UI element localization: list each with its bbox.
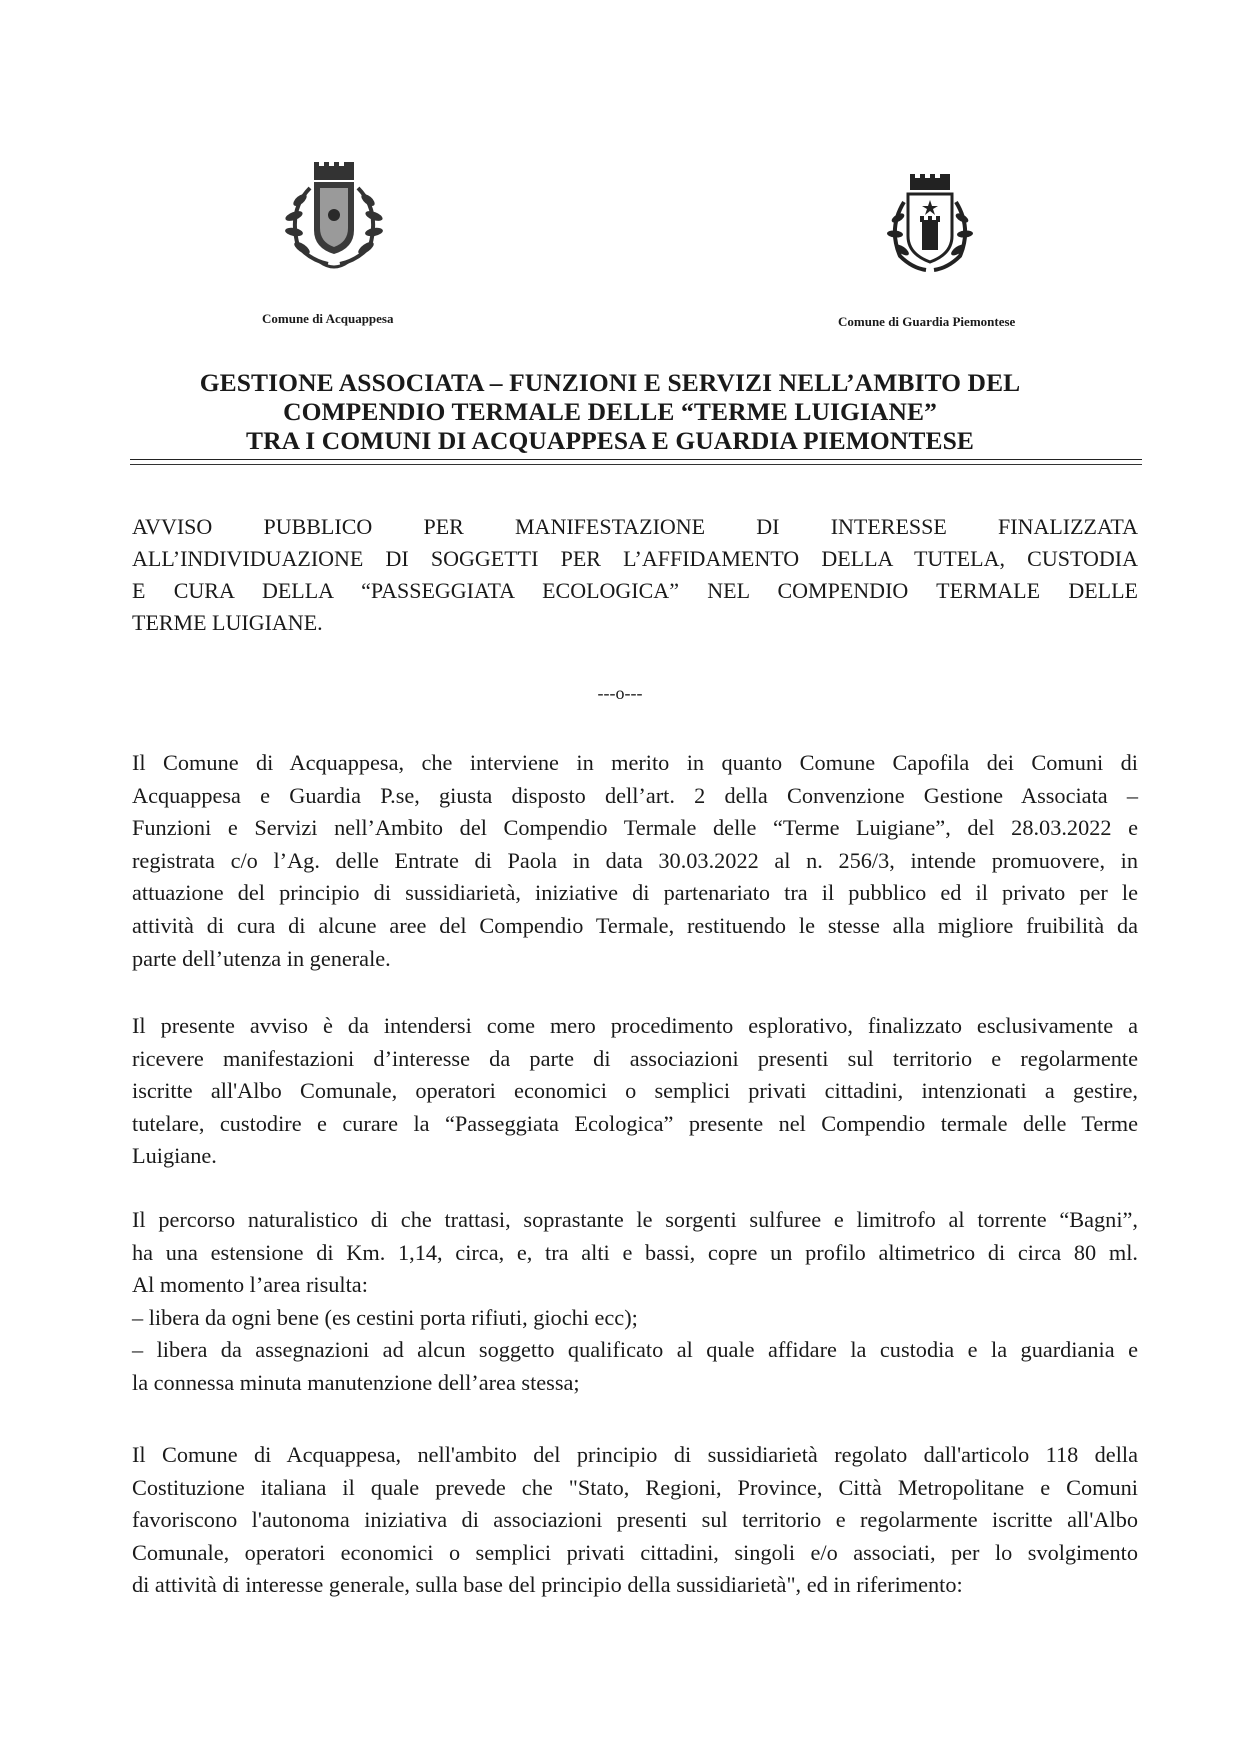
paragraph-line: Costituzione italiana il quale prevede che "Stato, Regioni, Province, Città Metropolitane e Comuni	[132, 1474, 1138, 1500]
paragraph-line: Il percorso naturalistico di che trattasi, soprastante le sorgenti sulfuree e limitrofo al torrente “Bagni”,	[132, 1207, 1138, 1232]
acquappesa-coat-of-arms	[270, 160, 400, 280]
document-title	[130, 368, 1090, 455]
avviso-heading	[132, 511, 1138, 639]
paragraph-percorso	[132, 1204, 1138, 1400]
title-line: COMPENDIO TERMALE DELLE “TERME LUIGIANE”	[283, 397, 937, 426]
guardia-piemontese-coat-of-arms	[880, 172, 980, 282]
paragraph-line: attività di cura di alcune aree del Compendio Termale, restituendo le stesse alla migliore fruibilità da	[132, 912, 1138, 938]
paragraph-line: ricevere manifestazioni d’interesse da parte di associazioni presenti sul territorio e regolarmente	[132, 1045, 1138, 1071]
paragraph-line: attuazione del principio di sussidiarietà, iniziative di partenariato tra il pubblico ed il privato per le	[132, 880, 1138, 906]
paragraph-line: Il Comune di Acquappesa, che interviene in merito in quanto Comune Capofila dei Comuni di	[132, 750, 1138, 775]
paragraph-intro	[132, 747, 1138, 975]
paragraph-line: favoriscono l'autonoma iniziativa di associazioni presenti sul territorio e regolarmente iscritte all'Albo	[132, 1507, 1138, 1533]
paragraph-line: Funzioni e Servizi nell’Ambito del Compendio Termale delle “Terme Luigiane”, del 28.03.2022 e	[132, 815, 1138, 841]
title-underline-double	[130, 464, 1142, 465]
paragraph-line: registrata c/o l’Ag. delle Entrate di Paola in data 30.03.2022 al n. 256/3, intende promuovere, in	[132, 847, 1138, 873]
paragraph-line: Luigiane.	[132, 1143, 217, 1169]
paragraph-line: Il Comune di Acquappesa, nell'ambito del principio di sussidiarietà regolato dall'articolo 118 della	[132, 1442, 1138, 1467]
paragraph-line: Al momento l’area risulta:	[132, 1272, 368, 1298]
avviso-line: ALL’INDIVIDUAZIONE DI SOGGETTI PER L’AFFIDAMENTO DELLA TUTELA, CUSTODIA	[132, 546, 1138, 571]
paragraph-line: di attività di interesse generale, sulla base del principio della sussidiarietà", ed in riferimento:	[132, 1572, 963, 1598]
avviso-line: AVVISO PUBBLICO PER MANIFESTAZIONE DI INTERESSE FINALIZZATA	[132, 514, 1138, 539]
paragraph-sussidiarieta	[132, 1439, 1138, 1602]
paragraph-line: – libera da ogni bene (es cestini porta rifiuti, giochi ecc);	[132, 1304, 638, 1330]
comune-guardia-piemontese-label: Comune di Guardia Piemontese	[838, 314, 1016, 329]
avviso-line: E CURA DELLA “PASSEGGIATA ECOLOGICA” NEL COMPENDIO TERMALE DELLE	[132, 578, 1138, 603]
paragraph-line: Comunale, operatori economici o semplici privati cittadini, singoli e/o associati, per lo svolgimento	[132, 1539, 1138, 1565]
paragraph-line: iscritte all'Albo Comunale, operatori economici o semplici privati cittadini, intenzionati a gestire,	[132, 1078, 1138, 1104]
comune-acquappesa-label: Comune di Acquappesa	[262, 311, 394, 326]
avviso-line: TERME LUIGIANE.	[132, 610, 323, 635]
paragraph-line: Acquappesa e Guardia P.se, giusta disposto dell’art. 2 della Convenzione Gestione Associata –	[132, 782, 1138, 808]
paragraph-line: la connessa minuta manutenzione dell’area stessa;	[132, 1369, 580, 1395]
paragraph-line: ha una estensione di Km. 1,14, circa, e, tra alti e bassi, copre un profilo altimetrico di circa 80 ml.	[132, 1239, 1138, 1265]
paragraph-line: – libera da assegnazioni ad alcun soggetto qualificato al quale affidare la custodia e la guardiania e	[132, 1337, 1138, 1363]
title-underline	[130, 459, 1142, 460]
section-separator: ---o---	[597, 683, 643, 703]
paragraph-purpose	[132, 1010, 1138, 1173]
title-line: TRA I COMUNI DI ACQUAPPESA E GUARDIA PIEMONTESE	[245, 426, 974, 455]
paragraph-line: Il presente avviso è da intendersi come mero procedimento esplorativo, finalizzato esclusivamente a	[132, 1013, 1138, 1038]
paragraph-line: tutelare, custodire e curare la “Passeggiata Ecologica” presente nel Compendio termale delle Terme	[132, 1110, 1138, 1136]
title-line: GESTIONE ASSOCIATA – FUNZIONI E SERVIZI NELL’AMBITO DEL	[199, 368, 1021, 397]
paragraph-line: parte dell’utenza in generale.	[132, 945, 391, 971]
